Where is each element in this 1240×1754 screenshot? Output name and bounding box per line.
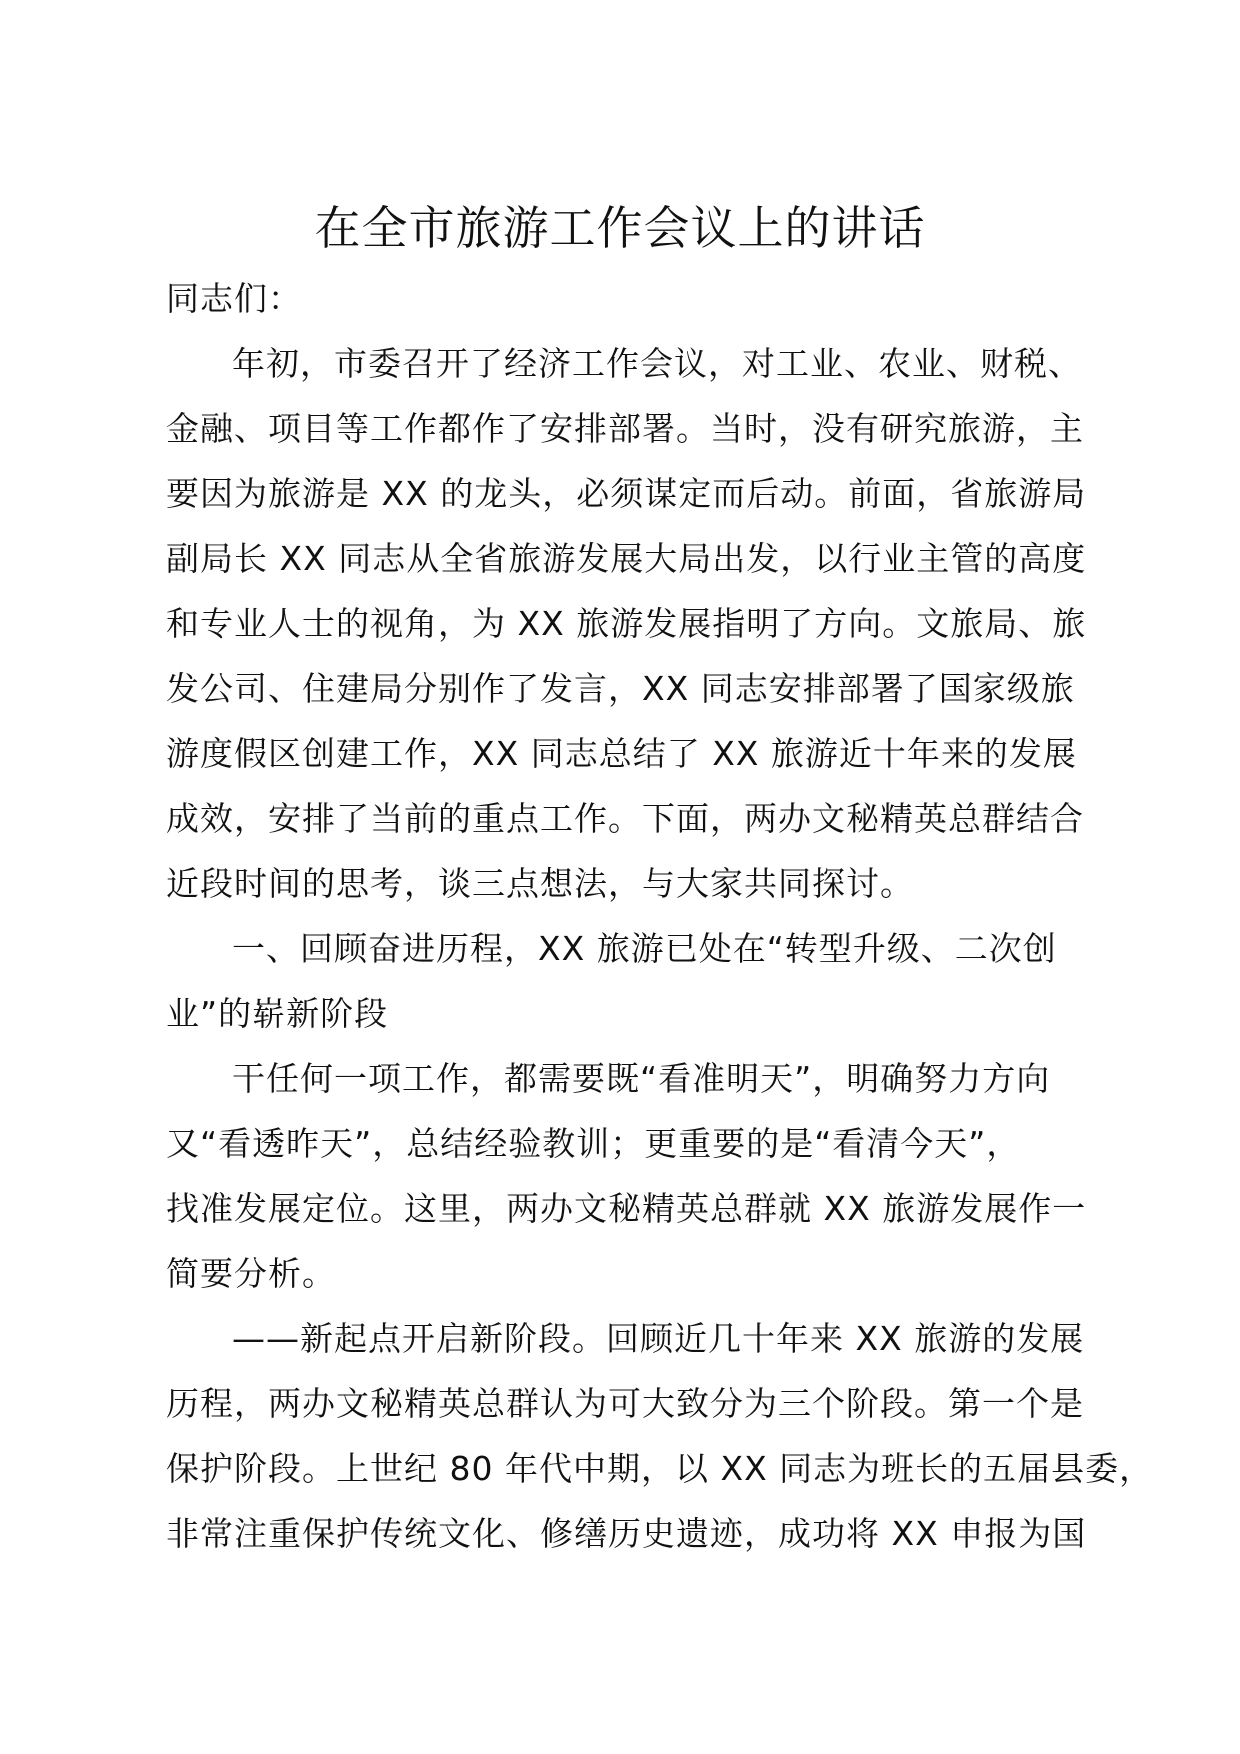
salutation: 同志们：: [166, 279, 302, 318]
paragraph-line: 年初，市委召开了经济工作会议，对工业、农业、财税、: [232, 344, 1082, 383]
paragraph-line: 保护阶段。上世纪 80 年代中期，以 XX 同志为班长的五届县委，: [166, 1449, 1154, 1488]
paragraph-line: 要因为旅游是 XX 的龙头，必须谋定而后动。前面，省旅游局: [166, 474, 1087, 513]
section-heading-line: 业”的崭新阶段: [166, 994, 389, 1033]
paragraph-line: 非常注重保护传统文化、修缮历史遗迹，成功将 XX 申报为国: [166, 1514, 1087, 1553]
paragraph-line: 发公司、住建局分别作了发言，XX 同志安排部署了国家级旅: [166, 669, 1075, 708]
paragraph-line: 近段时间的思考，谈三点想法，与大家共同探讨。: [166, 864, 914, 903]
paragraph-line: 副局长 XX 同志从全省旅游发展大局出发，以行业主管的高度: [166, 539, 1087, 578]
paragraph-line: 历程，两办文秘精英总群认为可大致分为三个阶段。第一个是: [166, 1384, 1084, 1423]
document-title: 在全市旅游工作会议上的讲话: [314, 201, 926, 255]
paragraph-line: 又“看透昨天”，总结经验教训；更重要的是“看清今天”，: [166, 1124, 1021, 1163]
paragraph-line: 和专业人士的视角，为 XX 旅游发展指明了方向。文旅局、旅: [166, 604, 1087, 643]
paragraph-line: 干任何一项工作，都需要既“看准明天”，明确努力方向: [232, 1059, 1051, 1098]
paragraph-line: 游度假区创建工作，XX 同志总结了 XX 旅游近十年来的发展: [166, 734, 1077, 773]
paragraph-line: 成效，安排了当前的重点工作。下面，两办文秘精英总群结合: [166, 799, 1084, 838]
document-body: [166, 266, 1154, 1566]
paragraph-line: 简要分析。: [166, 1254, 336, 1293]
paragraph-line: 金融、项目等工作都作了安排部署。当时，没有研究旅游，主: [166, 409, 1084, 448]
paragraph-line: ——新起点开启新阶段。回顾近几十年来 XX 旅游的发展: [232, 1319, 1085, 1358]
paragraph-line: 找准发展定位。这里，两办文秘精英总群就 XX 旅游发展作一: [166, 1189, 1087, 1228]
section-heading-line: 一、回顾奋进历程，XX 旅游已处在“转型升级、二次创: [232, 929, 1057, 968]
